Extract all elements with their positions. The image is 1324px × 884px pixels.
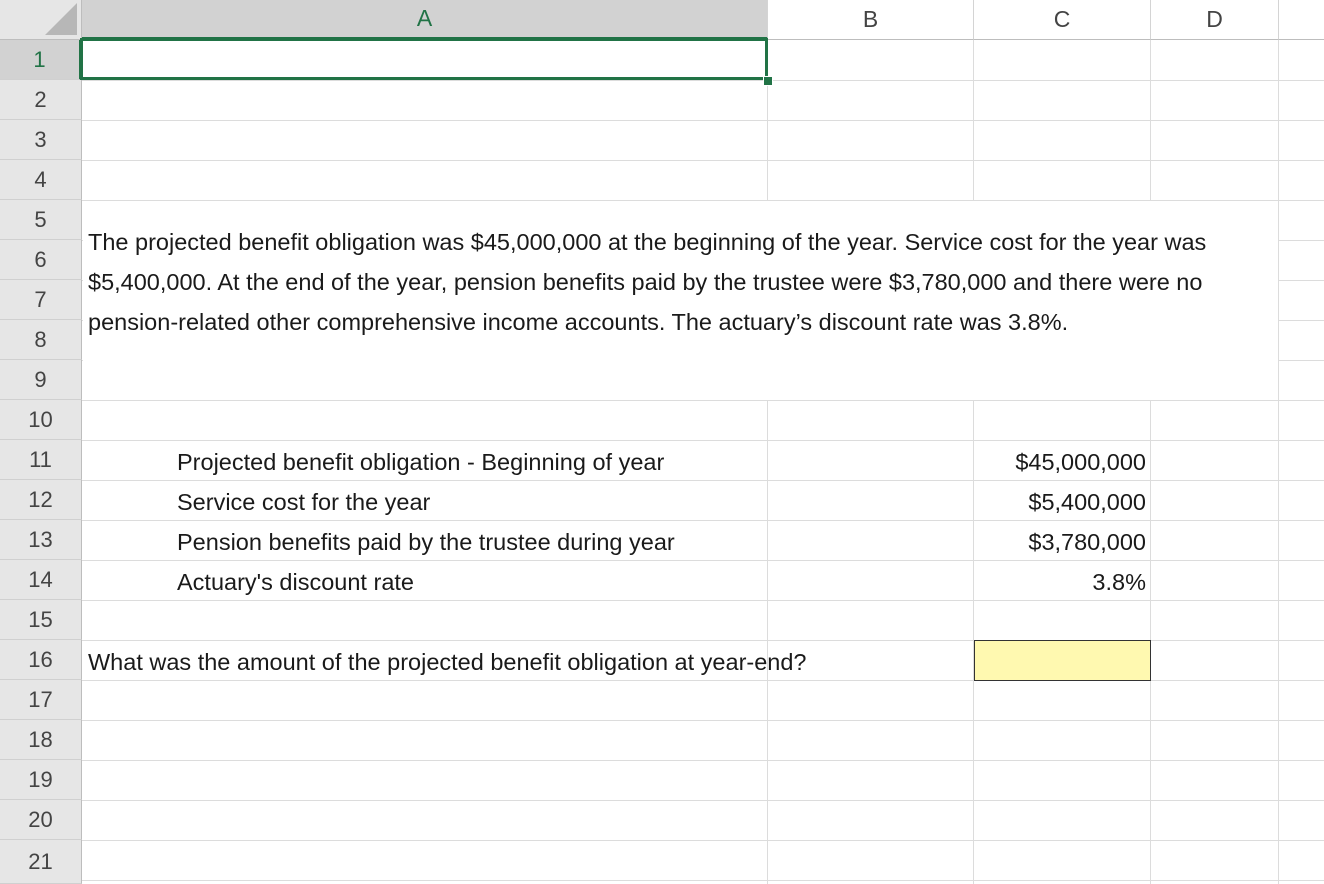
row-header-2[interactable]: 2 <box>0 80 82 120</box>
row-header-11[interactable]: 11 <box>0 440 82 480</box>
row-header-6[interactable]: 6 <box>0 240 82 280</box>
row-header-12[interactable]: 12 <box>0 480 82 520</box>
label-discount-rate: Actuary's discount rate <box>177 569 414 595</box>
column-header-e-partial[interactable] <box>1279 0 1324 40</box>
label-service-cost: Service cost for the year <box>177 489 431 515</box>
row-header-8[interactable]: 8 <box>0 320 82 360</box>
row-header-15[interactable]: 15 <box>0 600 82 640</box>
value-pbo-beginning[interactable]: $45,000,000 <box>1015 449 1146 475</box>
row-header-10[interactable]: 10 <box>0 400 82 440</box>
label-pbo-beginning: Projected benefit obligation - Beginning of year <box>177 449 665 475</box>
row-header-18[interactable]: 18 <box>0 720 82 760</box>
selected-cell-a1[interactable] <box>80 38 768 80</box>
value-benefits-paid[interactable]: $3,780,000 <box>1028 529 1146 555</box>
column-header-d[interactable]: D <box>1151 0 1279 40</box>
row-header-17[interactable]: 17 <box>0 680 82 720</box>
row-header-21[interactable]: 21 <box>0 840 82 884</box>
column-header-b[interactable]: B <box>768 0 974 40</box>
fill-handle[interactable] <box>763 76 773 86</box>
row-header-13[interactable]: 13 <box>0 520 82 560</box>
select-all-triangle-icon <box>45 3 77 35</box>
row-header-16[interactable]: 16 <box>0 640 82 680</box>
label-benefits-paid: Pension benefits paid by the trustee during year <box>177 529 675 555</box>
row-header-14[interactable]: 14 <box>0 560 82 600</box>
value-discount-rate[interactable]: 3.8% <box>1092 569 1146 595</box>
row-header-7[interactable]: 7 <box>0 280 82 320</box>
value-service-cost[interactable]: $5,400,000 <box>1028 489 1146 515</box>
problem-statement: The projected benefit obligation was $45,000,000 at the beginning of the year. Service cost for the year was $5,400,000. At the end of the year, pension benefits paid by the trustee were $3,780,000 and there were no pension-related other comprehensive income accounts. The actuary’s discount rate was 3.8%. <box>88 229 1207 335</box>
row-header-5[interactable]: 5 <box>0 200 82 240</box>
row-header-9[interactable]: 9 <box>0 360 82 400</box>
column-header-a[interactable]: A <box>82 0 768 40</box>
answer-input-cell[interactable] <box>974 640 1151 681</box>
row-header-1[interactable]: 1 <box>0 40 82 80</box>
row-header-20[interactable]: 20 <box>0 800 82 840</box>
select-all-button[interactable] <box>0 0 82 40</box>
question-text: What was the amount of the projected benefit obligation at year-end? <box>88 649 807 675</box>
row-header-3[interactable]: 3 <box>0 120 82 160</box>
row-header-4[interactable]: 4 <box>0 160 82 200</box>
row-header-19[interactable]: 19 <box>0 760 82 800</box>
column-header-c[interactable]: C <box>974 0 1151 40</box>
